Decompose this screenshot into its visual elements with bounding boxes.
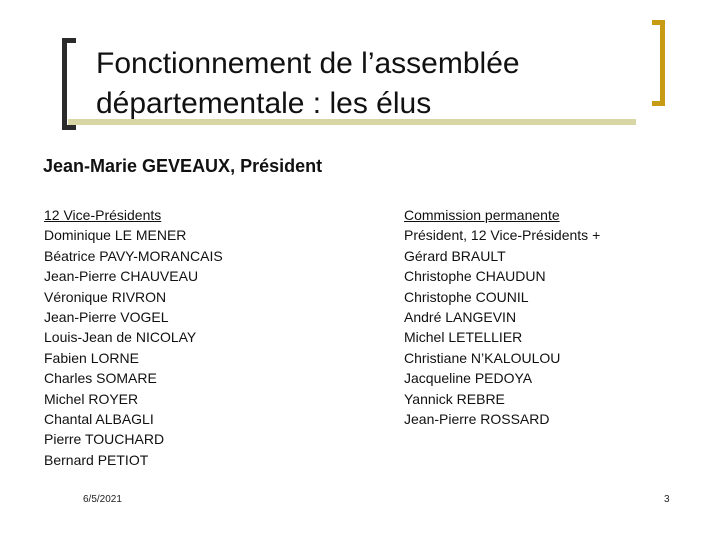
vice-president-name: Pierre TOUCHARD bbox=[44, 431, 165, 448]
footer-date: 6/5/2021 bbox=[83, 494, 122, 505]
vice-president-name: Charles SOMARE bbox=[44, 370, 157, 387]
vice-president-name: Béatrice PAVY-MORANCAIS bbox=[44, 247, 223, 264]
vice-president-name: Bernard PETIOT bbox=[44, 451, 149, 468]
commission-subheading: Président, 12 Vice-Présidents + bbox=[404, 227, 601, 244]
slide-title bbox=[96, 44, 520, 124]
right-bracket-decoration bbox=[652, 20, 665, 106]
commission-member-name: Christophe COUNIL bbox=[404, 288, 529, 305]
commission-list bbox=[404, 205, 600, 429]
vice-president-name: Louis-Jean de NICOLAY bbox=[44, 329, 197, 346]
vice-president-name: Fabien LORNE bbox=[44, 349, 139, 366]
commission-heading: Commission permanente bbox=[404, 207, 560, 223]
slide-title-line-2: départementale : les élus bbox=[96, 87, 432, 120]
vice-president-name: Véronique RIVRON bbox=[44, 288, 167, 305]
left-bracket-decoration bbox=[62, 38, 76, 130]
commission-member-name: Christophe CHAUDUN bbox=[404, 268, 546, 285]
commission-member-name: Christiane N’KALOULOU bbox=[404, 349, 561, 366]
commission-member-name: Jacqueline PEDOYA bbox=[404, 370, 533, 387]
vice-presidents-list bbox=[44, 205, 223, 470]
slide-title-line-1: Fonctionnement de l’assemblée bbox=[96, 47, 520, 80]
page-number: 3 bbox=[664, 494, 670, 505]
president-heading: Jean-Marie GEVEAUX, Président bbox=[43, 156, 323, 176]
vice-presidents-heading: 12 Vice-Présidents bbox=[44, 207, 162, 223]
commission-member-name: Yannick REBRE bbox=[404, 390, 505, 407]
vice-president-name: Jean-Pierre VOGEL bbox=[44, 309, 169, 326]
commission-member-name: André LANGEVIN bbox=[404, 309, 517, 326]
vice-president-name: Michel ROYER bbox=[44, 390, 139, 407]
commission-member-name: Michel LETELLIER bbox=[404, 329, 523, 346]
commission-member-name: Gérard BRAULT bbox=[404, 247, 506, 264]
vice-president-name: Chantal ALBAGLI bbox=[44, 411, 154, 428]
vice-president-name: Dominique LE MENER bbox=[44, 227, 187, 244]
commission-member-name: Jean-Pierre ROSSARD bbox=[404, 411, 550, 428]
vice-president-name: Jean-Pierre CHAUVEAU bbox=[44, 268, 199, 285]
